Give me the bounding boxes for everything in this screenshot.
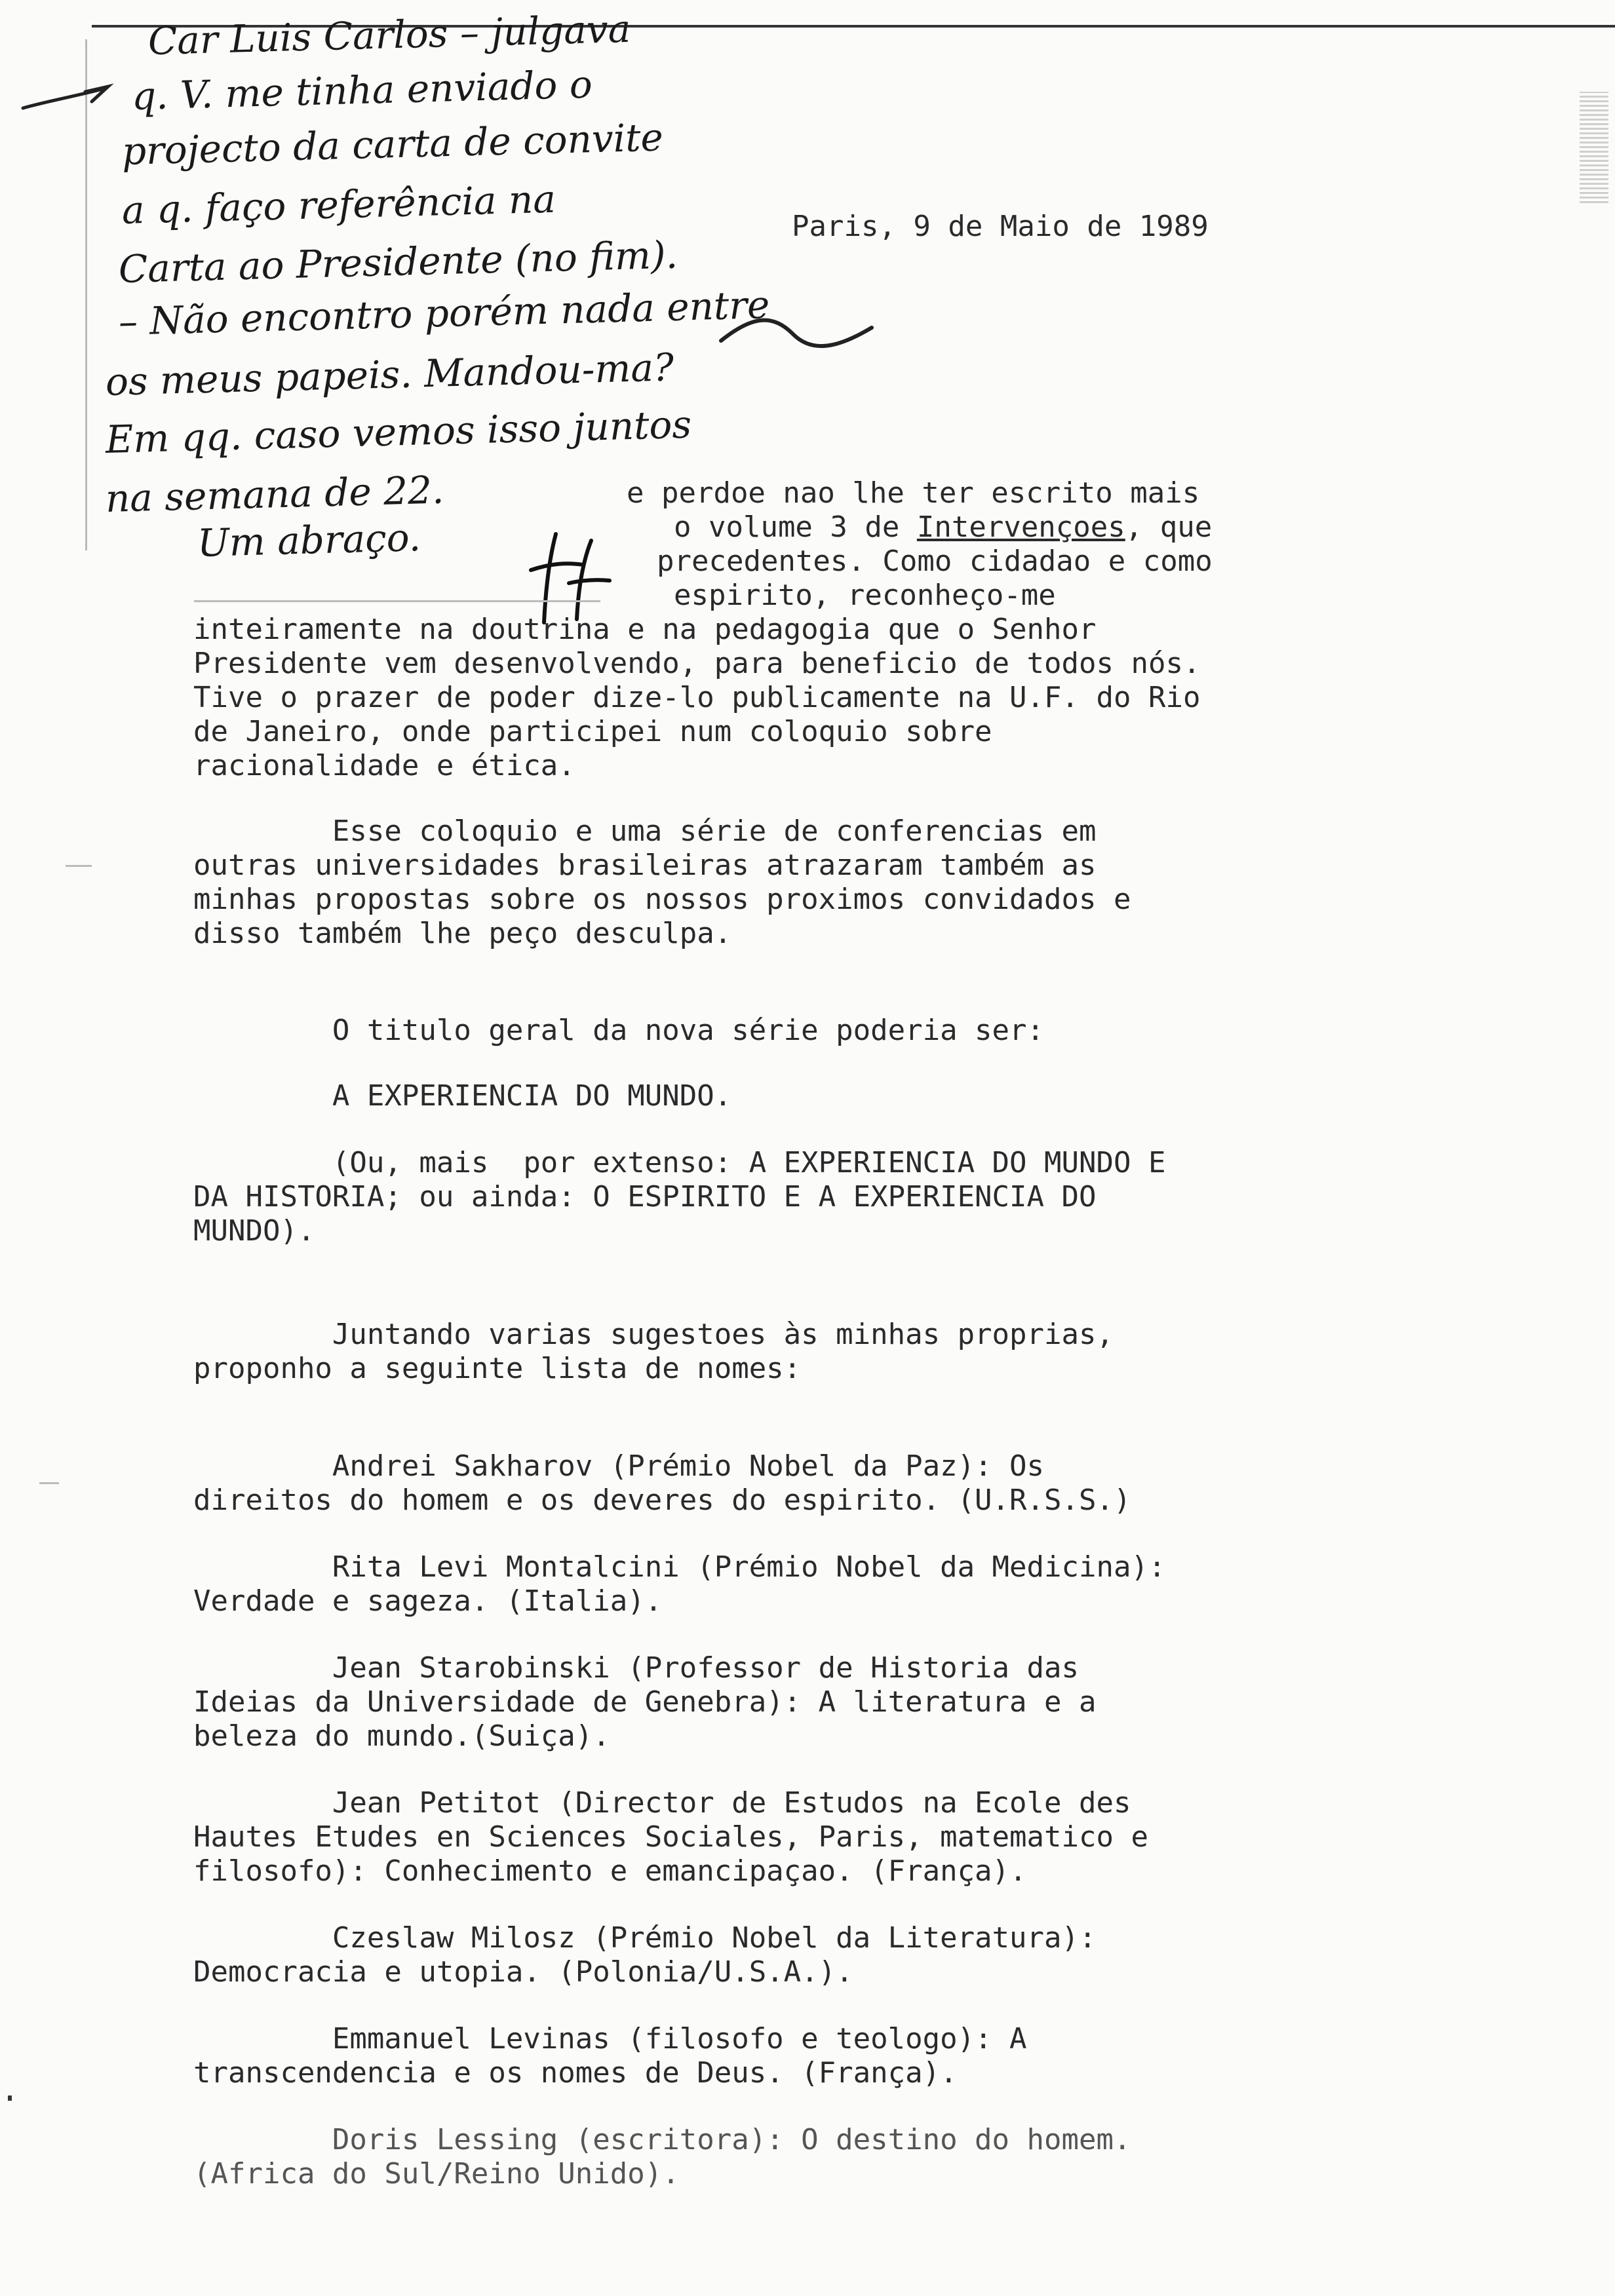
- nominee-line: Emmanuel Levinas (filosofo e teologo): A: [193, 2022, 1027, 2056]
- handwritten-note-line: projecto da carta de convite: [121, 115, 664, 174]
- intro-line: de Janeiro, onde participei num coloquio sobre: [193, 715, 992, 748]
- paragraph-line: minhas propostas sobre os nossos proximos convidados e: [193, 883, 1131, 916]
- nominee-line: Jean Starobinski (Professor de Historia das: [193, 1651, 1080, 1685]
- handwritten-note-line: os meus papeis. Mandou-ma?: [105, 345, 674, 404]
- margin-arrow-mark: [20, 72, 138, 131]
- paragraph-line: disso também lhe peço desculpa.: [193, 917, 732, 950]
- nominee-line: Jean Petitot (Director de Estudos na Ecole des: [193, 1786, 1131, 1820]
- nominee-line: direitos do homem e os deveres do espirito. (U.R.S.S.): [193, 1483, 1131, 1517]
- scan-speckle: [1580, 92, 1608, 203]
- intro-fragment: precedentes. Como cidadao e como: [657, 545, 1213, 578]
- nominee-line: transcendencia e os nomes de Deus. (França).: [193, 2056, 958, 2090]
- scan-dot: [8, 2095, 12, 2101]
- dateline: Paris, 9 de Maio de 1989: [792, 210, 1209, 243]
- nominee-line: Ideias da Universidade de Genebra): A literatura e a: [193, 1685, 1097, 1719]
- series-alt-line: DA HISTORIA; ou ainda: O ESPIRITO E A EXPERIENCIA DO: [193, 1180, 1097, 1214]
- obscured-text-remnant: [194, 600, 600, 602]
- nominee-line: Czeslaw Milosz (Prémio Nobel da Literatura):: [193, 1921, 1097, 1955]
- intro-fragment: e perdoe nao lhe ter escrito mais: [627, 476, 1200, 510]
- proposal-line: proponho a seguinte lista de nomes:: [193, 1352, 802, 1385]
- intro-fragment: , que: [1125, 510, 1213, 544]
- handwritten-note-line: Um abraço.: [197, 515, 421, 565]
- series-intro: O titulo geral da nova série poderia ser:: [193, 1014, 1045, 1047]
- handwritten-note-line: na semana de 22.: [105, 467, 445, 521]
- intro-line: racionalidade e ética.: [193, 749, 575, 782]
- margin-dash-mark: [39, 1482, 59, 1484]
- intro-line: Presidente vem desenvolvendo, para beneficio de todos nós.: [193, 647, 1201, 680]
- series-alt-line: MUNDO).: [193, 1214, 315, 1248]
- handwritten-note-line: q. V. me tinha enviado o: [131, 62, 593, 119]
- nominee-line: Democracia e utopia. (Polonia/U.S.A.).: [193, 1955, 853, 1989]
- handwritten-tilde-mark: [714, 308, 885, 360]
- nominee-line: beleza do mundo.(Suiça).: [193, 1719, 610, 1753]
- handwritten-note-line: a q. faço referência na: [121, 176, 556, 233]
- proposal-line: Juntando varias sugestoes às minhas proprias,: [193, 1318, 1114, 1351]
- intro-line: Tive o prazer de poder dize-lo publicamente na U.F. do Rio: [193, 681, 1201, 714]
- nominee-line: Verdade e sageza. (Italia).: [193, 1584, 663, 1618]
- handwritten-note-line: – Não encontro porém nada entre: [118, 282, 771, 344]
- nominee-line: Rita Levi Montalcini (Prémio Nobel da Medicina):: [193, 1550, 1166, 1584]
- nominee-line: filosofo): Conhecimento e emancipaçao. (França).: [193, 1854, 1027, 1888]
- series-alt-line: (Ou, mais por extenso: A EXPERIENCIA DO MUNDO E: [193, 1146, 1166, 1179]
- handwritten-note-line: Car Luis Carlos – julgava: [147, 6, 632, 64]
- intro-fragment: espirito, reconheço-me: [674, 579, 1056, 612]
- handwritten-note-line: Carta ao Presidente (no fim).: [118, 232, 678, 292]
- paragraph-line: Esse coloquio e uma série de conferencias em: [193, 814, 1097, 848]
- nominee-line: (Africa do Sul/Reino Unido).: [193, 2157, 680, 2191]
- intro-book-title: Intervençoes: [916, 510, 1125, 544]
- intro-fragment: o volume 3 de: [674, 510, 917, 544]
- handwritten-note-line: Em qq. caso vemos isso juntos: [105, 402, 692, 462]
- paragraph-line: outras universidades brasileiras atrazaram também as: [193, 849, 1097, 882]
- nominee-line: Andrei Sakharov (Prémio Nobel da Paz): Os: [193, 1449, 1045, 1483]
- nominee-line: Hautes Etudes en Sciences Sociales, Paris, matematico e: [193, 1820, 1148, 1854]
- series-title: A EXPERIENCIA DO MUNDO.: [193, 1079, 732, 1113]
- margin-dash-mark: [66, 865, 92, 867]
- intro-line: inteiramente na doutrina e na pedagogia que o Senhor: [193, 613, 1097, 646]
- intro-fragment-line: [674, 510, 1212, 545]
- nominee-line: Doris Lessing (escritora): O destino do homem.: [193, 2123, 1131, 2156]
